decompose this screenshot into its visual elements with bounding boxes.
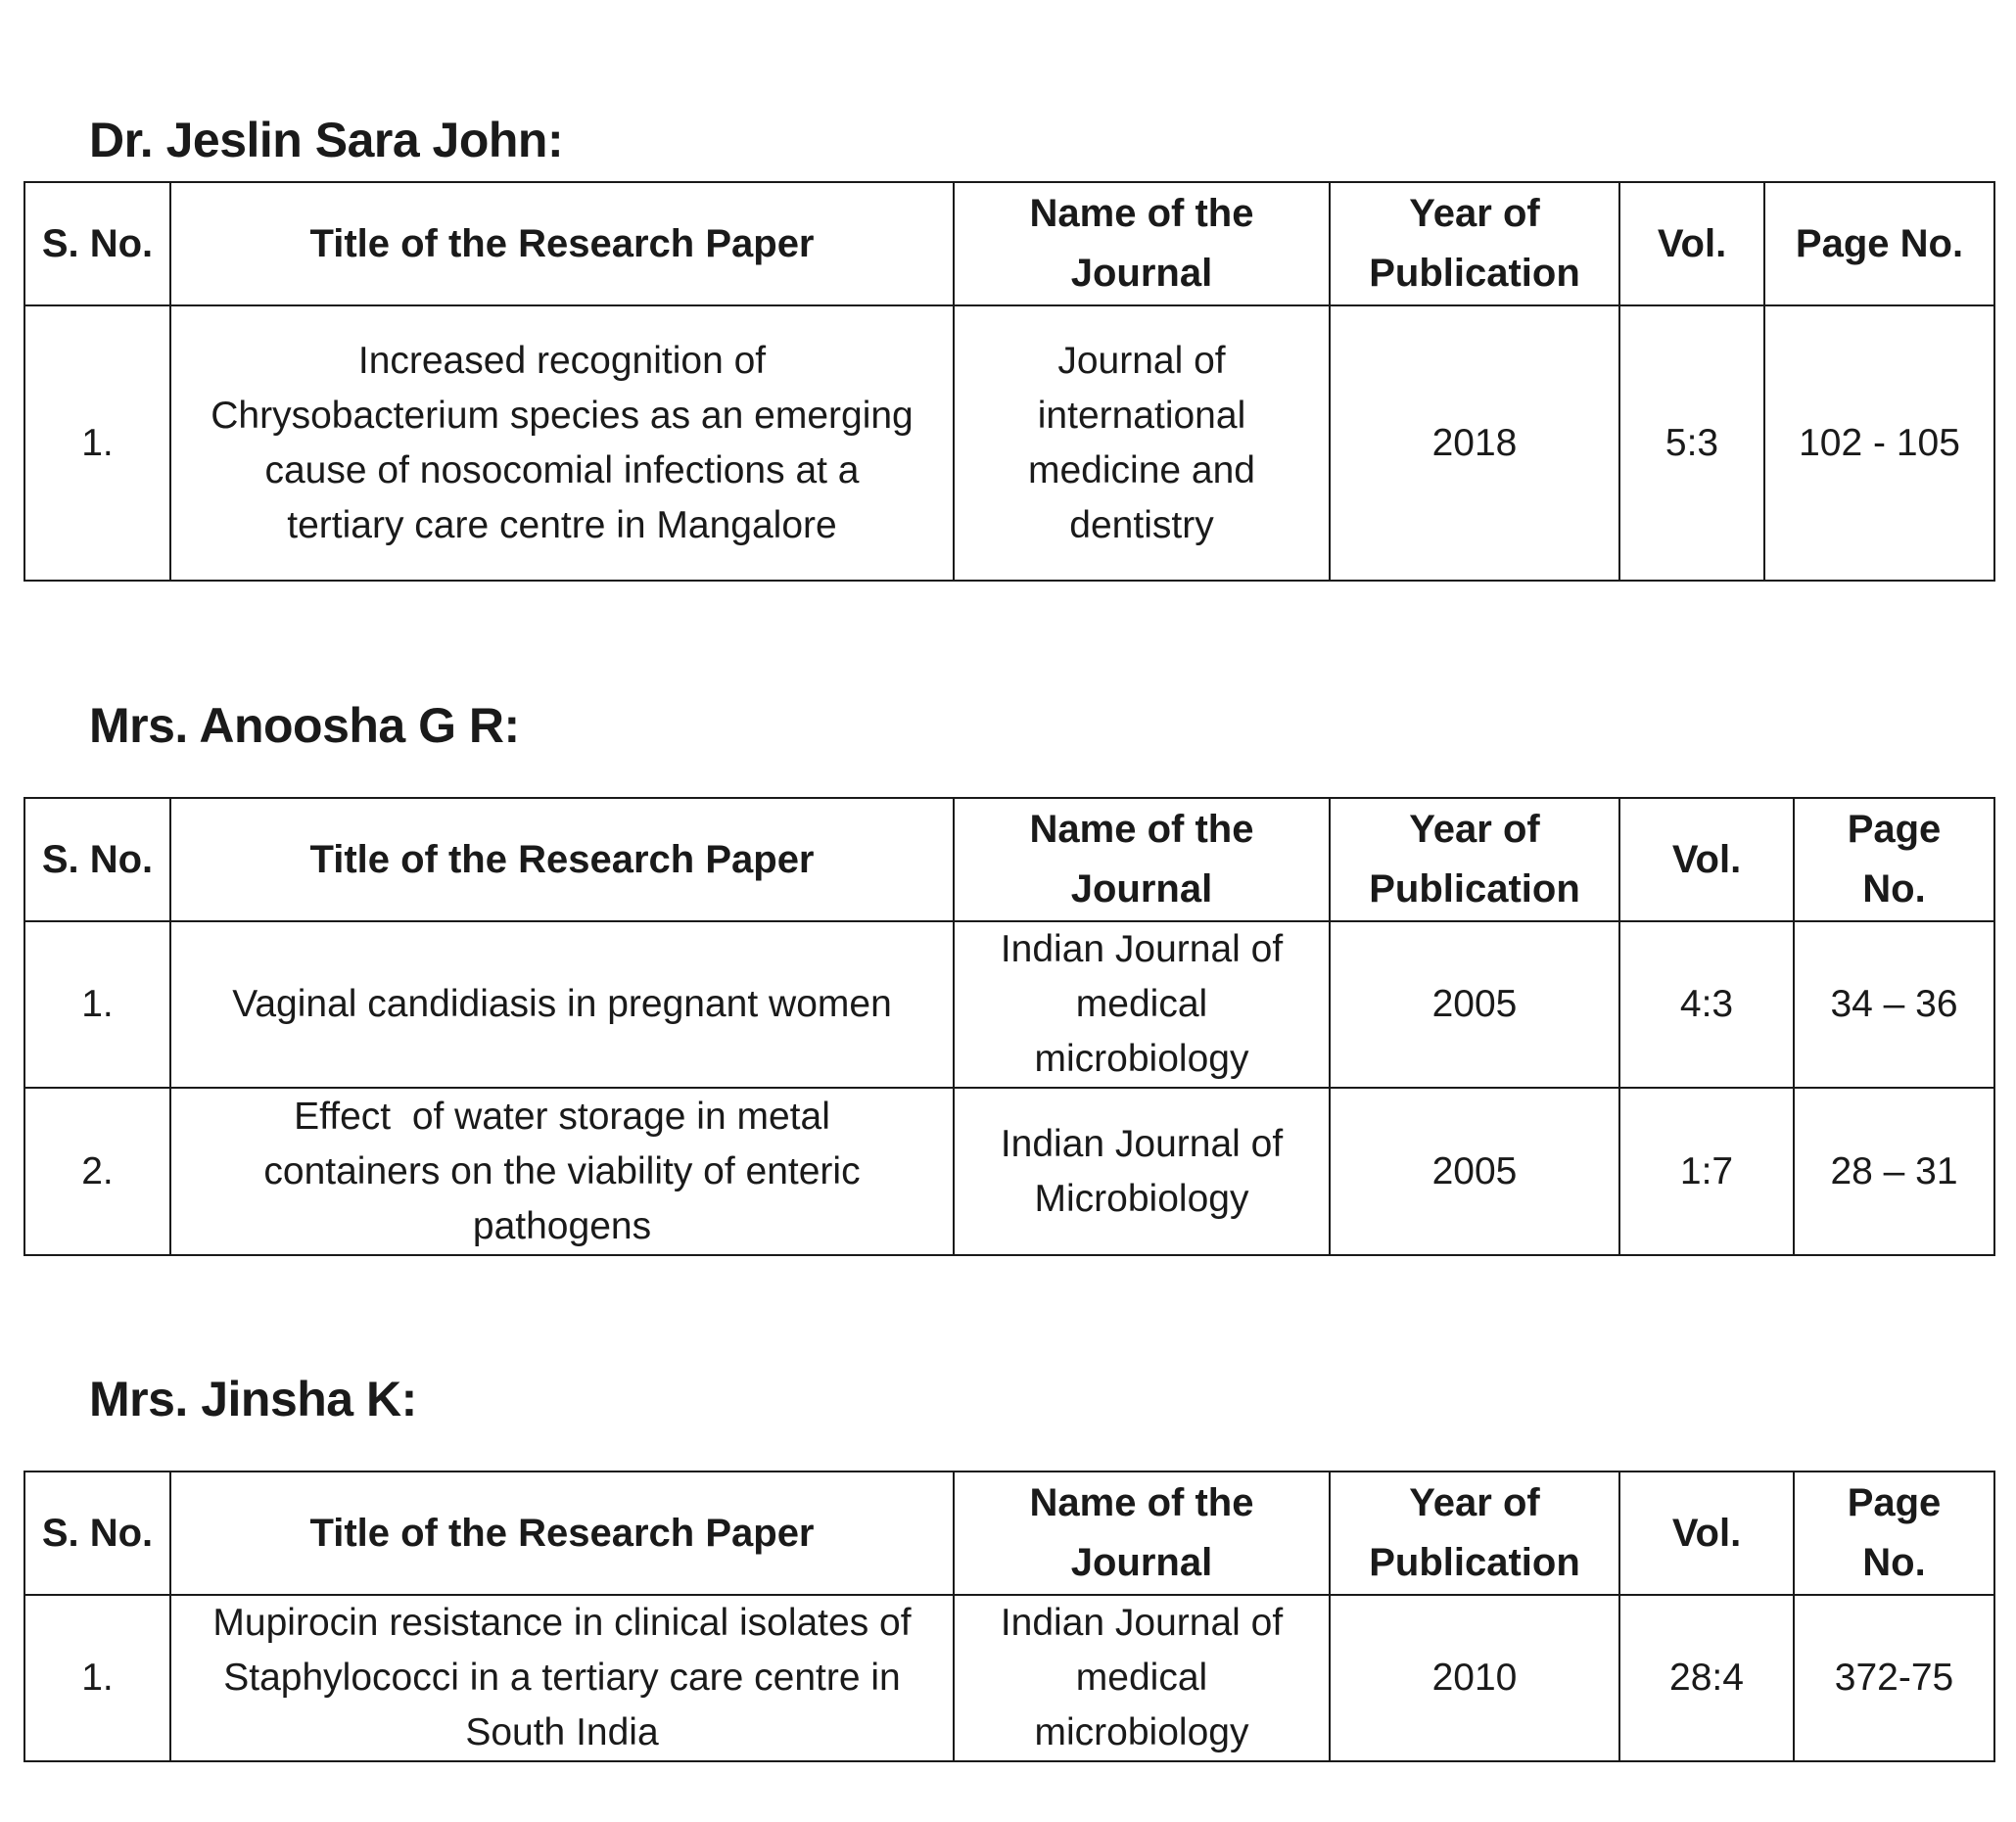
cell-title: Mupirocin resistance in clinical isolates of Staphylococci in a tertiary care centre in South India	[170, 1595, 954, 1761]
header-sno: S. No.	[24, 1472, 170, 1595]
table-row	[24, 1595, 1994, 1761]
cell-vol: 4:3	[1619, 921, 1794, 1088]
header-vol: Vol.	[1619, 798, 1794, 921]
cell-year: 2010	[1330, 1595, 1619, 1761]
publications-table-jinsha	[23, 1471, 1995, 1762]
header-sno: S. No.	[24, 798, 170, 921]
cell-vol: 28:4	[1619, 1595, 1794, 1761]
table-row	[24, 921, 1994, 1088]
cell-title: Vaginal candidiasis in pregnant women	[170, 921, 954, 1088]
table-header-row	[24, 798, 1994, 921]
table-header-row	[24, 1472, 1994, 1595]
cell-page: 372-75	[1794, 1595, 1994, 1761]
cell-sno: 2.	[24, 1088, 170, 1255]
header-title: Title of the Research Paper	[170, 798, 954, 921]
cell-sno: 1.	[24, 921, 170, 1088]
cell-year: 2018	[1330, 305, 1619, 581]
header-title: Title of the Research Paper	[170, 182, 954, 305]
publications-table-jeslin	[23, 181, 1995, 582]
header-vol: Vol.	[1619, 1472, 1794, 1595]
table-header-row	[24, 182, 1994, 305]
cell-title: Effect of water storage in metal containers on the viability of enteric pathogens	[170, 1088, 954, 1255]
header-page: Page No.	[1794, 798, 1994, 921]
table-row	[24, 305, 1994, 581]
header-vol: Vol.	[1619, 182, 1764, 305]
section-heading-jinsha: Mrs. Jinsha K:	[89, 1372, 417, 1426]
section-heading-jeslin: Dr. Jeslin Sara John:	[89, 113, 564, 167]
cell-journal: Indian Journal of Microbiology	[954, 1088, 1330, 1255]
cell-page: 102 - 105	[1764, 305, 1994, 581]
header-sno: S. No.	[24, 182, 170, 305]
header-year: Year of Publication	[1330, 182, 1619, 305]
publications-table-anoosha	[23, 797, 1995, 1256]
cell-year: 2005	[1330, 921, 1619, 1088]
header-title: Title of the Research Paper	[170, 1472, 954, 1595]
table-row	[24, 1088, 1994, 1255]
cell-title: Increased recognition of Chrysobacterium species as an emerging cause of nosocomial infections at a tertiary care centre in Mangalore	[170, 305, 954, 581]
section-heading-anoosha: Mrs. Anoosha G R:	[89, 698, 520, 753]
cell-year: 2005	[1330, 1088, 1619, 1255]
header-year: Year of Publication	[1330, 798, 1619, 921]
cell-page: 34 – 36	[1794, 921, 1994, 1088]
cell-journal: Journal of international medicine and dentistry	[954, 305, 1330, 581]
cell-vol: 1:7	[1619, 1088, 1794, 1255]
header-page: Page No.	[1764, 182, 1994, 305]
cell-vol: 5:3	[1619, 305, 1764, 581]
header-year: Year of Publication	[1330, 1472, 1619, 1595]
header-journal: Name of the Journal	[954, 1472, 1330, 1595]
cell-sno: 1.	[24, 1595, 170, 1761]
header-journal: Name of the Journal	[954, 182, 1330, 305]
cell-page: 28 – 31	[1794, 1088, 1994, 1255]
header-page: Page No.	[1794, 1472, 1994, 1595]
cell-journal: Indian Journal of medical microbiology	[954, 921, 1330, 1088]
header-journal: Name of the Journal	[954, 798, 1330, 921]
cell-sno: 1.	[24, 305, 170, 581]
cell-journal: Indian Journal of medical microbiology	[954, 1595, 1330, 1761]
